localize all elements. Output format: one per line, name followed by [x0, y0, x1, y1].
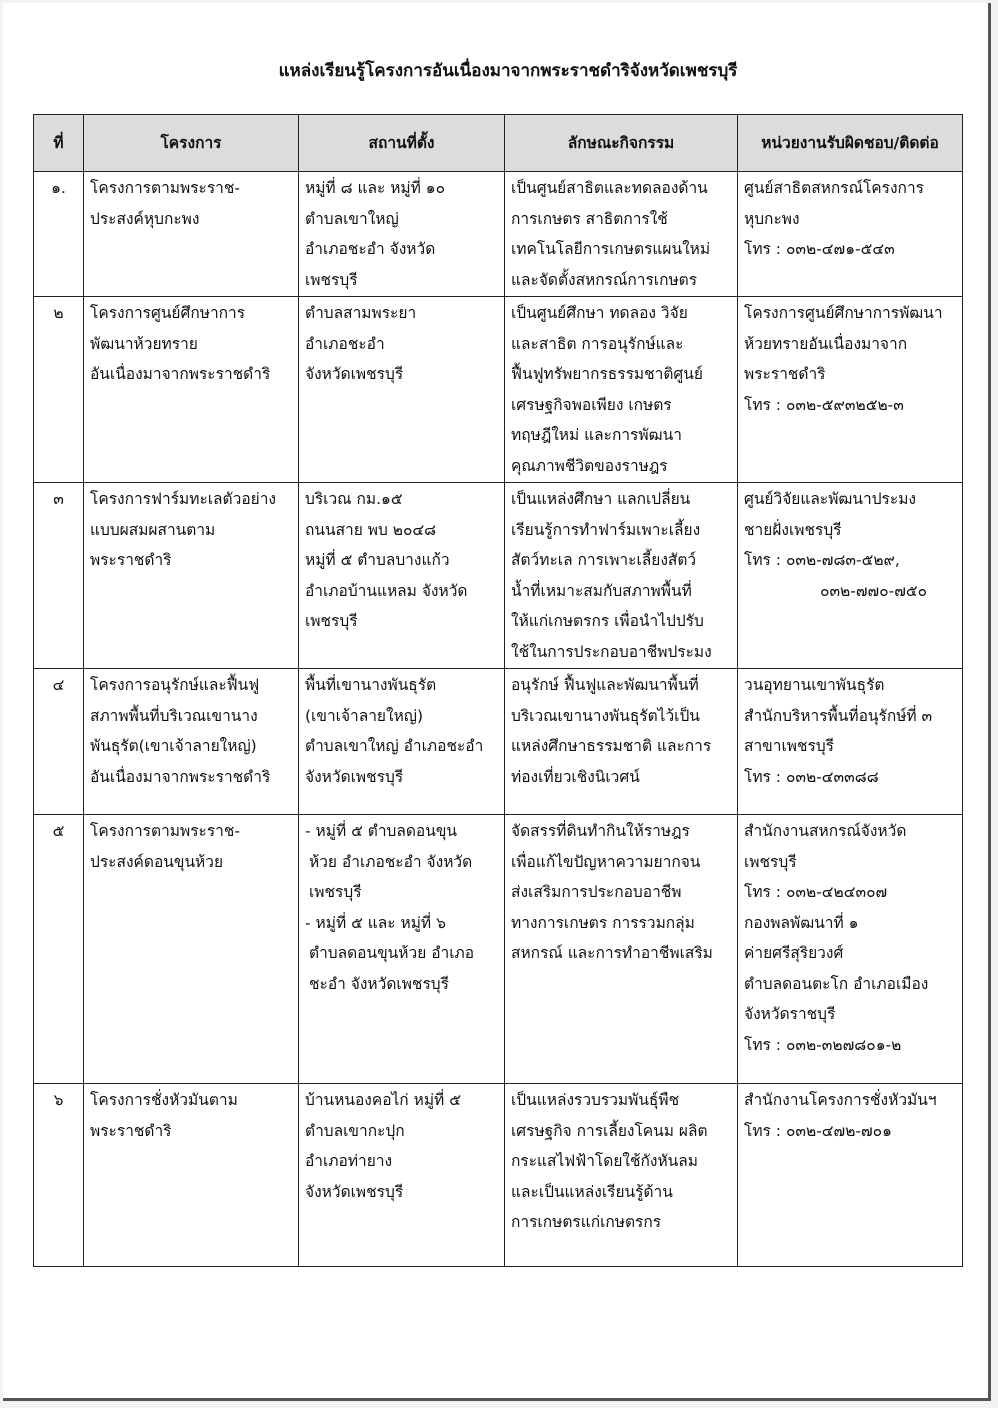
cell-line: แหล่งศึกษาธรรมชาติ และการ — [511, 737, 712, 755]
cell-line: ให้แก่เกษตรกร เพื่อนำไปปรับ — [511, 612, 704, 630]
location-cell — [299, 815, 505, 1084]
column-header-contact: หน่วยงานรับผิดชอบ/ติดต่อ — [738, 115, 963, 172]
location-cell — [299, 172, 505, 297]
cell-line: ตำบลสามพระยา — [305, 304, 417, 322]
projects-table — [33, 114, 963, 1267]
cell-line: เทคโนโลยีการเกษตรแผนใหม่ — [511, 240, 711, 258]
cell-line: พระราชดำริ — [90, 551, 172, 569]
cell-line: ศูนย์สาธิตสหกรณ์โครงการ — [744, 179, 924, 197]
cell-line: อำเภอบ้านแหลม จังหวัด — [305, 581, 468, 600]
cell-line: พระราชดำริ — [744, 365, 826, 383]
cell-line: ค่ายศรีสุริยวงศ์ — [744, 944, 844, 962]
cell-line: และสาธิต การอนุรักษ์และ — [511, 334, 684, 353]
cell-line: ท่องเที่ยวเชิงนิเวศน์ — [511, 767, 640, 786]
location-cell — [299, 483, 505, 669]
cell-line: บริเวณเขานางพันธุรัตไว้เป็น — [511, 706, 700, 725]
cell-line: กองพลพัฒนาที่ ๑ — [744, 913, 859, 932]
cell-line: เพื่อแก้ไขปัญหาความยากจน — [511, 852, 701, 871]
cell-line: พระราชดำริ — [90, 1121, 172, 1140]
cell-line: ชะอำ จังหวัดเพชรบุรี — [309, 974, 449, 993]
cell-line: โทร : ๐๓๒-๔๒๔๓๐๗ — [744, 883, 888, 901]
cell-line: เพชรบุรี — [305, 270, 358, 289]
row-number: ๒ — [34, 297, 84, 483]
cell-line: เพชรบุรี — [305, 612, 358, 630]
column-header-project: โครงการ — [84, 115, 299, 172]
cell-line: ห้วยทรายอันเนื่องมาจาก — [744, 334, 908, 353]
cell-line: แบบผสมผสานตาม — [90, 520, 216, 539]
contact-cell — [738, 172, 963, 297]
document-page — [3, 3, 991, 1401]
activity-cell — [505, 1084, 738, 1267]
activity-cell — [505, 297, 738, 483]
cell-line: โทร : ๐๓๒-๓๒๗๘๐๑-๒ — [744, 1035, 902, 1054]
cell-line: เรียนรู้การทำฟาร์มเพาะเลี้ยง — [511, 520, 701, 539]
cell-line: อนุรักษ์ ฟื้นฟูและพัฒนาพื้นที่ — [511, 676, 699, 694]
cell-line: กระแสไฟฟ้าโดยใช้กังหันลม — [511, 1152, 698, 1170]
cell-line: ส่งเสริมการประกอบอาชีพ — [511, 883, 682, 901]
cell-line: น้ำที่เหมาะสมกับสภาพพื้นที่ — [511, 581, 692, 600]
cell-line: - หมู่ที่ ๕ และ หมู่ที่ ๖ — [305, 913, 446, 932]
cell-line: ทฤษฎีใหม่ และการพัฒนา — [511, 426, 682, 444]
location-cell — [299, 297, 505, 483]
cell-line: ศูนย์วิจัยและพัฒนาประมง — [744, 490, 916, 508]
contact-cell — [738, 1084, 963, 1267]
cell-line: พันธุรัต(เขาเจ้าลายใหญ่) — [90, 737, 257, 755]
cell-line: โทร : ๐๓๒-๔๗๑-๕๔๓ — [744, 240, 895, 258]
cell-line: การเกษตรแก่เกษตรกร — [511, 1213, 662, 1231]
cell-line: เพชรบุรี — [309, 883, 362, 901]
table-row — [34, 1084, 963, 1267]
cell-line: พัฒนาห้วยทราย — [90, 334, 198, 353]
cell-line: โครงการชั่งหัวมันตาม — [90, 1091, 238, 1109]
cell-line: จังหวัดราชบุรี — [744, 1005, 836, 1023]
row-number: ๔ — [34, 669, 84, 815]
cell-line: อันเนื่องมาจากพระราชดำริ — [90, 365, 271, 383]
cell-line: บ้านหนองคอไก่ หมู่ที่ ๕ — [305, 1091, 461, 1109]
row-number: ๕ — [34, 815, 84, 1084]
project-cell — [84, 1084, 299, 1267]
table-header-row — [34, 115, 963, 172]
contact-cell — [738, 815, 963, 1084]
row-number: ๓ — [34, 483, 84, 669]
cell-line: หุบกะพง — [744, 209, 800, 228]
cell-line: วนอุทยานเขาพันธุรัต — [744, 676, 885, 694]
cell-line: สำนักงานสหกรณ์จังหวัด — [744, 822, 907, 840]
cell-line: เป็นแหล่งศึกษา แลกเปลี่ยน — [511, 490, 691, 508]
column-header-activity: ลักษณะกิจกรรม — [505, 115, 738, 172]
cell-line: (เขาเจ้าลายใหญ่) — [305, 706, 424, 725]
cell-line: โทร : ๐๓๒-๕๙๓๒๕๒-๓ — [744, 395, 904, 414]
cell-line: โครงการศูนย์ศึกษาการพัฒนา — [744, 304, 943, 322]
cell-line: ใช้ในการประกอบอาชีพประมง — [511, 642, 712, 661]
activity-cell — [505, 483, 738, 669]
location-cell — [299, 669, 505, 815]
table-row — [34, 172, 963, 297]
cell-line: ตำบลดอนตะโก อำเภอเมือง — [744, 974, 929, 993]
column-header-location: สถานที่ตั้ง — [299, 115, 505, 172]
cell-line: - หมู่ที่ ๕ ตำบลดอนขุน — [305, 822, 458, 840]
row-number: ๑. — [34, 172, 84, 297]
table-row — [34, 297, 963, 483]
project-cell — [84, 297, 299, 483]
table-row — [34, 483, 963, 669]
cell-line: ถนนสาย พบ ๒๐๔๘ — [305, 520, 437, 539]
cell-line: ชายฝั่งเพชรบุรี — [744, 520, 842, 539]
page-title: แหล่งเรียนรู้โครงการอันเนื่องมาจากพระราชดำริจังหวัดเพชรบุรี — [278, 61, 738, 81]
cell-line: ฟื้นฟูทรัพยากรธรรมชาติศูนย์ — [511, 365, 703, 383]
cell-line: เป็นศูนย์ศึกษา ทดลอง วิจัย — [511, 304, 688, 322]
project-cell — [84, 815, 299, 1084]
cell-line: เป็นแหล่งรวบรวมพันธุ์พืช — [511, 1091, 680, 1109]
contact-cell — [738, 297, 963, 483]
cell-line: โทร : ๐๓๒-๔๗๒-๗๐๑ — [744, 1121, 892, 1140]
table-row — [34, 815, 963, 1084]
activity-cell — [505, 172, 738, 297]
cell-line: โทร : ๐๓๒-๗๘๓-๕๒๙, — [744, 551, 900, 569]
cell-line: และเป็นแหล่งเรียนรู้ด้าน — [511, 1182, 673, 1201]
cell-line: หมู่ที่ ๕ ตำบลบางแก้ว — [305, 551, 450, 569]
cell-line: คุณภาพชีวิตของราษฎร — [511, 456, 668, 475]
cell-line: โครงการศูนย์ศึกษาการ — [90, 304, 246, 322]
location-cell — [299, 1084, 505, 1267]
cell-line: หมู่ที่ ๘ และ หมู่ที่ ๑๐ — [305, 179, 446, 197]
cell-line: สำนักบริหารพื้นที่อนุรักษ์ที่ ๓ — [744, 706, 933, 725]
cell-line: ๐๓๒-๗๗๐-๗๕๐ — [820, 581, 928, 600]
activity-cell — [505, 815, 738, 1084]
cell-line: เศรษฐกิจพอเพียง เกษตร — [511, 395, 672, 414]
row-number: ๖ — [34, 1084, 84, 1267]
cell-line: จังหวัดเพชรบุรี — [305, 767, 404, 786]
cell-line: โครงการอนุรักษ์และฟื้นฟู — [90, 676, 260, 694]
cell-line: จังหวัดเพชรบุรี — [305, 1182, 404, 1201]
cell-line: พื้นที่เขานางพันธุรัต — [305, 676, 437, 694]
contact-cell — [738, 669, 963, 815]
cell-line: จัดสรรที่ดินทำกินให้ราษฎร — [511, 822, 690, 840]
table-row — [34, 669, 963, 815]
cell-line: โทร : ๐๓๒-๔๓๓๘๘ — [744, 767, 879, 786]
cell-line: อำเภอชะอำ — [305, 334, 385, 353]
contact-cell — [738, 483, 963, 669]
cell-line: ตำบลเขาใหญ่ อำเภอชะอำ — [305, 737, 484, 755]
cell-line: ประสงค์ดอนขุนห้วย — [90, 852, 224, 871]
project-cell — [84, 172, 299, 297]
cell-line: ทางการเกษตร การรวมกลุ่ม — [511, 913, 695, 932]
cell-line: บริเวณ กม.๑๕ — [305, 490, 403, 508]
cell-line: ตำบลดอนขุนห้วย อำเภอ — [309, 944, 475, 962]
project-cell — [84, 669, 299, 815]
cell-line: ตำบลเขากะปุก — [305, 1121, 405, 1140]
cell-line: จังหวัดเพชรบุรี — [305, 365, 404, 383]
cell-line: อำเภอชะอำ จังหวัด — [305, 240, 436, 258]
cell-line: และจัดตั้งสหกรณ์การเกษตร — [511, 270, 698, 289]
cell-line: ประสงค์หุบกะพง — [90, 209, 200, 228]
cell-line: โครงการตามพระราช- — [90, 822, 240, 840]
cell-line: การเกษตร สาธิตการใช้ — [511, 209, 668, 228]
activity-cell — [505, 669, 738, 815]
cell-line: อำเภอท่ายาง — [305, 1152, 393, 1170]
cell-line: สาขาเพชรบุรี — [744, 737, 834, 755]
cell-line: โครงการฟาร์มทะเลตัวอย่าง — [90, 490, 276, 508]
cell-line: สัตว์ทะเล การเพาะเลี้ยงสัตว์ — [511, 551, 697, 569]
cell-line: เป็นศูนย์สาธิตและทดลองด้าน — [511, 179, 708, 197]
cell-line: สำนักงานโครงการชั่งหัวมันฯ — [744, 1091, 937, 1109]
cell-line: สหกรณ์ และการทำอาชีพเสริม — [511, 944, 713, 962]
cell-line: เศรษฐกิจ การเลี้ยงโคนม ผลิต — [511, 1121, 708, 1140]
cell-line: โครงการตามพระราช- — [90, 179, 240, 197]
cell-line: อันเนื่องมาจากพระราชดำริ — [90, 767, 271, 786]
cell-line: สภาพพื้นที่บริเวณเขานาง — [90, 706, 258, 725]
cell-line: ห้วย อำเภอชะอำ จังหวัด — [309, 852, 473, 871]
column-header-no: ที่ — [34, 115, 84, 172]
project-cell — [84, 483, 299, 669]
cell-line: เพชรบุรี — [744, 852, 797, 871]
cell-line: ตำบลเขาใหญ่ — [305, 209, 399, 228]
